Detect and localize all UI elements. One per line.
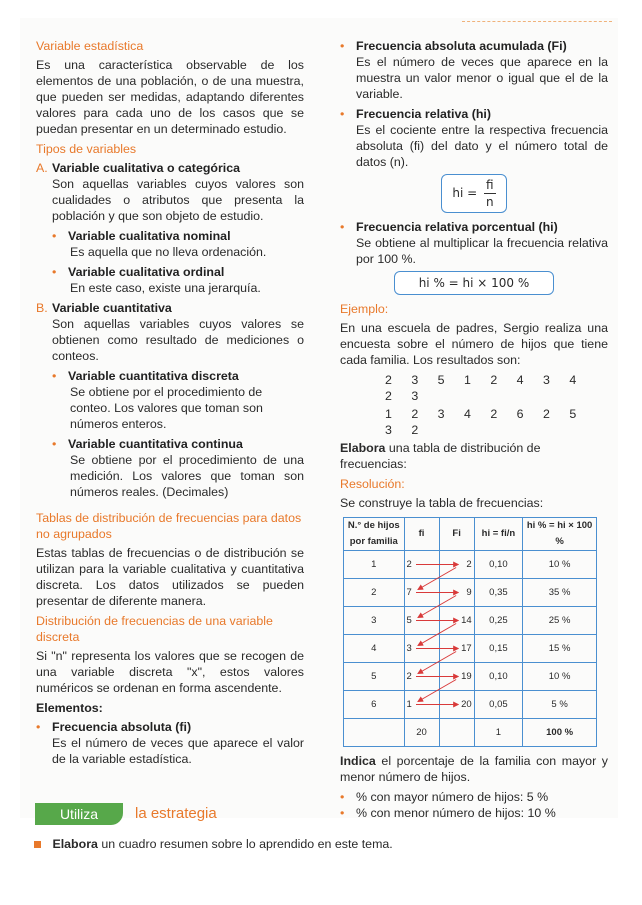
table-cell: 2 [404, 551, 439, 579]
fr-title: Frecuencia relativa (hi) [356, 107, 491, 121]
frequency-table-wrap [343, 517, 597, 747]
bullet-icon: • [340, 39, 345, 53]
header-fi: fi [404, 518, 439, 551]
table-cell: 0,05 [474, 691, 523, 719]
table-cell: 0,15 [474, 635, 523, 663]
indica-instruction [340, 753, 608, 785]
indica-bold: Indica [340, 754, 376, 768]
elabora-text: una tabla de distribución de frecuencias: [340, 441, 541, 471]
header-hi-percent: hi % = hi × 100 % [523, 518, 597, 551]
table-cell: 20 [404, 719, 439, 747]
bottom-elabora-bold: Elabora [52, 837, 98, 851]
discreta-item [52, 368, 304, 384]
data-row-1: 2 3 5 1 2 4 3 4 2 3 [385, 373, 585, 403]
nominal-definition: Es aquella que no lleva ordenación. [70, 245, 267, 259]
header-hi: hi = fi/n [474, 518, 523, 551]
formula-relative-frequency [441, 174, 506, 213]
bullet-icon: • [340, 107, 345, 121]
formula-1-wrap [340, 174, 608, 213]
estrategia-label: la estrategia [135, 805, 217, 822]
table-cell: 9 [439, 579, 474, 607]
frecuencia-absoluta-title: Frecuencia absoluta (fi) [52, 720, 192, 734]
section-b-definition: Son aquellas variables cuyos valores se obtienen como resultado de mediciones o conteos. [52, 317, 304, 363]
table-cell: 2 [344, 579, 405, 607]
table-cell: 17 [439, 635, 474, 663]
bullet-icon: • [52, 229, 57, 243]
data-row-2: 1 2 3 4 2 6 2 5 3 2 [385, 407, 585, 437]
table-row [344, 635, 597, 663]
answer-1-item [340, 789, 608, 805]
tablas-definition: Estas tablas de frecuencias o de distribución se utilizan para la variable cualitativa y cuantitativa discreta. Los datos utilizados se pueden presentar de diferente manera. [36, 546, 304, 608]
table-cell [439, 719, 474, 747]
distribucion-heading: Distribución de frecuencias de una variable discreta [36, 614, 273, 644]
faa-definition: Es el número de veces que aparece en la muestra un valor menor o igual que el de la variable. [356, 55, 608, 101]
faa-item [340, 38, 608, 54]
table-cell: 7 [404, 579, 439, 607]
continua-item [52, 436, 304, 452]
section-a-title [36, 160, 304, 176]
table-cell: 0,10 [474, 551, 523, 579]
resolucion-heading: Resolución: [340, 477, 405, 491]
frp-definition: Se obtiene al multiplicar la frecuencia relativa por 100 %. [356, 236, 608, 266]
table-cell [344, 719, 405, 747]
bottom-elabora-text: un cuadro resumen sobre lo aprendido en este tema. [101, 837, 393, 851]
formula-1-numerator: fi [486, 178, 494, 192]
bullet-icon: • [36, 720, 41, 734]
ordinal-title: Variable cualitativa ordinal [68, 265, 225, 279]
table-cell: 5 % [523, 691, 597, 719]
table-cell: 0,35 [474, 579, 523, 607]
discreta-definition: Se obtiene por el procedimiento de conteo. Los valores que toman son números enteros. [70, 385, 263, 431]
nominal-item [52, 228, 304, 244]
nominal-title: Variable cualitativa nominal [68, 229, 231, 243]
bullet-icon: • [52, 437, 57, 451]
table-cell: 14 [439, 607, 474, 635]
bullet-icon: • [340, 790, 345, 804]
table-cell: 10 % [523, 551, 597, 579]
formula-1-lhs: hi = [452, 186, 478, 200]
section-b-title [36, 300, 304, 316]
table-cell: 1 [474, 719, 523, 747]
construye-text: Se construye la tabla de frecuencias: [340, 496, 544, 510]
table-cell: 6 [344, 691, 405, 719]
table-cell: 2 [439, 551, 474, 579]
table-cell: 2 [404, 663, 439, 691]
table-cell: 20 [439, 691, 474, 719]
section-b-letter: B. [36, 301, 48, 315]
variable-definition: Es una característica observable de los elementos de una población, o de una muestra, que pueden ser medidas, adaptando diferentes valores para cada uno de los casos que se puedan presentar en un determinado estudio. [36, 58, 304, 136]
top-dashed-line [462, 21, 612, 22]
frp-item [340, 219, 608, 235]
ejemplo-text: En una escuela de padres, Sergio realiza una encuesta sobre el número de hijos que tiene cada familia. Los resultados son: [340, 321, 608, 367]
table-cell: 3 [404, 635, 439, 663]
section-b-label: Variable cuantitativa [52, 301, 172, 315]
table-cell: 0,25 [474, 607, 523, 635]
discreta-title: Variable cuantitativa discreta [68, 369, 239, 383]
section-a-label: Variable cualitativa o categórica [52, 161, 241, 175]
header-Fi: Fi [439, 518, 474, 551]
frequency-table [343, 517, 597, 747]
table-row [344, 663, 597, 691]
frp-title: Frecuencia relativa porcentual (hi) [356, 220, 558, 234]
section-a-definition: Son aquellas variables cuyos valores son cualidades o atributos que presenta la población y que son objeto de estudio. [52, 177, 304, 223]
continua-title: Variable cuantitativa continua [68, 437, 243, 451]
table-body [344, 551, 597, 747]
right-column [340, 38, 608, 821]
fr-definition: Es el cociente entre la respectiva frecuencia absoluta (fi) del dato y el número total de datos (n). [356, 123, 608, 169]
table-cell: 25 % [523, 607, 597, 635]
table-cell: 10 % [523, 663, 597, 691]
table-cell: 15 % [523, 635, 597, 663]
frecuencia-absoluta-item [36, 719, 304, 735]
table-cell: 19 [439, 663, 474, 691]
section-a-letter: A. [36, 161, 48, 175]
table-cell: 5 [344, 663, 405, 691]
header-hijos: N.° de hijos por familia [344, 518, 405, 551]
table-row [344, 691, 597, 719]
table-cell: 1 [404, 691, 439, 719]
table-cell: 3 [344, 607, 405, 635]
ordinal-item [52, 264, 304, 280]
left-column [36, 38, 304, 771]
bullet-icon: • [340, 806, 345, 820]
square-bullet-icon [34, 841, 41, 848]
frecuencia-absoluta-definition: Es el número de veces que aparece el valor de la variable estadística. [52, 736, 304, 766]
elabora-instruction [340, 440, 608, 472]
table-cell: 100 % [523, 719, 597, 747]
table-row [344, 579, 597, 607]
formula-2-wrap [340, 271, 608, 295]
bullet-icon: • [52, 265, 57, 279]
table-cell: 1 [344, 551, 405, 579]
tablas-heading: Tablas de distribución de frecuencias para datos no agrupados [36, 511, 302, 541]
faa-title: Frecuencia absoluta acumulada (Fi) [356, 39, 567, 53]
formula-percent-frequency: hi % = hi × 100 % [394, 271, 555, 295]
variable-heading: Variable estadística [36, 39, 144, 53]
tipos-heading: Tipos de variables [36, 142, 137, 156]
table-row [344, 551, 597, 579]
table-cell: 4 [344, 635, 405, 663]
elementos-label: Elementos: [36, 701, 103, 715]
answer-2: % con menor número de hijos: 10 % [356, 806, 556, 820]
elabora-bold: Elabora [340, 441, 386, 455]
continua-definition: Se obtiene por el procedimiento de una medición. Los valores que toman son números reales. (Decimales) [70, 453, 304, 499]
table-cell: 0,10 [474, 663, 523, 691]
table-cell: 5 [404, 607, 439, 635]
table-row [344, 607, 597, 635]
bullet-icon: • [340, 220, 345, 234]
fr-item [340, 106, 608, 122]
answer-2-item [340, 805, 608, 821]
formula-1-denominator: n [486, 195, 494, 209]
bottom-instruction [34, 837, 393, 851]
answer-1: % con mayor número de hijos: 5 % [356, 790, 549, 804]
ejemplo-heading: Ejemplo: [340, 302, 389, 316]
formula-1-fraction [484, 177, 496, 210]
ordinal-definition: En este caso, existe una jerarquía. [70, 281, 261, 295]
bullet-icon: • [52, 369, 57, 383]
utiliza-banner: Utiliza [35, 803, 123, 825]
indica-text: el porcentaje de la familia con mayor y menor número de hijos. [340, 754, 608, 784]
table-cell: 35 % [523, 579, 597, 607]
table-total-row [344, 719, 597, 747]
distribucion-definition: Si "n" representa los valores que se recogen de una variable discreta "x", estos valores numéricos se ordenan en forma ascendente. [36, 649, 304, 695]
table-header-row [344, 518, 597, 551]
